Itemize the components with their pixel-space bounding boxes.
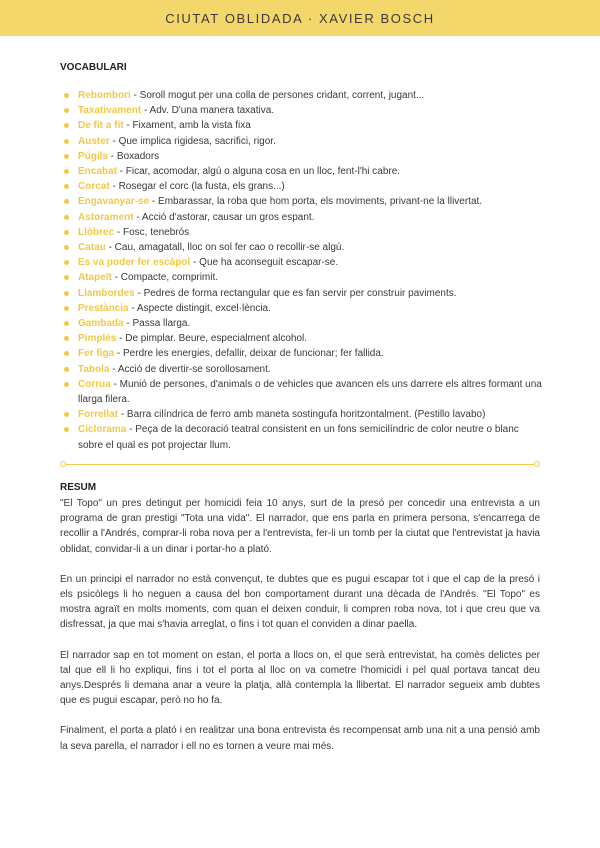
bullet-icon bbox=[64, 245, 69, 250]
bullet-icon bbox=[64, 336, 69, 341]
bullet-icon bbox=[64, 123, 69, 128]
vocab-item bbox=[60, 331, 542, 346]
bullet-icon bbox=[64, 154, 69, 159]
vocab-item bbox=[60, 422, 542, 452]
vocab-definition: - Que ha aconseguit escapar-se. bbox=[190, 257, 339, 269]
vocab-term: Taxativament bbox=[78, 105, 142, 117]
vocab-definition: - Rosegar el corc (la fusta, els grans...) bbox=[109, 181, 285, 193]
vocab-item bbox=[60, 286, 542, 301]
bullet-icon bbox=[64, 351, 69, 356]
vocab-definition: - Passa llarga. bbox=[123, 318, 191, 330]
divider-line bbox=[65, 464, 535, 465]
vocab-item bbox=[60, 301, 542, 316]
vocab-definition: - Ficar, acomodar, algú o alguna cosa en un lloc, fent-l'hi cabre. bbox=[116, 166, 401, 178]
vocab-term: Tabola bbox=[78, 363, 110, 375]
bullet-icon bbox=[64, 93, 69, 98]
bullet-icon bbox=[64, 321, 69, 326]
vocab-definition: - Perdre les energies, defallir, deixar de funcionar; fer fallida. bbox=[114, 348, 384, 360]
vocab-definition: - Pedres de forma rectangular que es fan servir per construir paviments. bbox=[134, 287, 457, 299]
vocab-definition: - Acció de divertir-se sorollosament. bbox=[109, 363, 271, 375]
vocab-item bbox=[60, 194, 542, 209]
divider-circle-left-icon bbox=[60, 461, 66, 467]
vocab-item bbox=[60, 270, 542, 285]
resum-paragraph: En un principi el narrador no està convençut, te dubtes que es pugui escapar tot i que el cap de la presó i els psicòlegs li ho neguen a causa del bon comportament durant una dècada de l'Andrés. "El Topo" es mostra agraït en molts moments, com quan el deixen conduir, li compren roba nova, tot i que creu que va disfressat, ja que mai s'havia arreglat, o fins i tot quan el conviden a dinar paella. bbox=[60, 573, 540, 631]
vocab-term: Auster bbox=[78, 135, 110, 147]
resum-body bbox=[60, 496, 540, 769]
vocab-term: Ciclorama bbox=[78, 424, 127, 436]
vocab-definition: - Compacte, comprimit. bbox=[111, 272, 219, 284]
vocab-definition: - Que implica rigidesa, sacrifici, rigor. bbox=[109, 135, 276, 147]
vocab-definition: - Boxadors bbox=[108, 150, 160, 162]
vocab-term: Pimplés bbox=[78, 333, 117, 345]
divider-circle-right-icon bbox=[534, 461, 540, 467]
vocab-term: Catau bbox=[78, 242, 106, 254]
vocab-definition: - Adv. D'una manera taxativa. bbox=[141, 105, 275, 117]
bullet-icon bbox=[64, 230, 69, 235]
vocab-term: Atapeït bbox=[78, 272, 112, 284]
vocab-definition: - Soroll mogut per una colla de persones cridant, corrent, jugant... bbox=[130, 90, 425, 101]
resum-heading: RESUM bbox=[60, 482, 97, 493]
bullet-icon bbox=[64, 427, 69, 432]
vocab-item bbox=[60, 88, 542, 103]
vocab-term: Encabat bbox=[78, 166, 117, 178]
vocab-definition: - De pimplar. Beure, especialment alcohol. bbox=[116, 333, 308, 345]
vocab-item bbox=[60, 118, 542, 133]
bullet-icon bbox=[64, 306, 69, 311]
vocab-item bbox=[60, 149, 542, 164]
resum-paragraph: Finalment, el porta a plató i en realitzar una bona entrevista és recompensat amb una nit a una pensió amb la seva parella, el narrador i ell no es tornen a veure mai més. bbox=[60, 725, 540, 752]
vocab-definition: - Barra cilíndrica de ferro amb maneta sostingufa horitzontalment. (Pestillo lavabo) bbox=[118, 409, 486, 421]
vocab-term: Engavanyar-se bbox=[78, 196, 150, 208]
vocab-item bbox=[60, 210, 542, 225]
header-bar bbox=[0, 0, 600, 36]
vocab-definition: - Acció d'astorar, causar un gros espant. bbox=[133, 211, 315, 223]
resum-paragraph: "El Topo" un pres detingut per homicidi feia 10 anys, surt de la presó per concedir una entrevista a un programa de gran prestigi "Tota una vida". El narrador, que ens parla en primera persona, s'encarrega de recollir a l'Andrés, comprar-li roba nova per a l'entrevista, fer-li un tomb per la ciutat que l'entrevistat ja havia oblidat, convidar-li a un dinar i portar-ho a plató. bbox=[60, 498, 540, 555]
vocab-item bbox=[60, 179, 542, 194]
vocab-term: Forrellat bbox=[78, 409, 119, 421]
vocab-term: De fit a fit bbox=[78, 120, 124, 132]
vocab-item bbox=[60, 240, 542, 255]
vocab-item bbox=[60, 316, 542, 331]
bullet-icon bbox=[64, 275, 69, 280]
vocab-definition: - Peça de la decoració teatral consistent en un fons semicilíndric de color neutre o blanc sobre el qual es pot projectar llum. bbox=[78, 424, 519, 451]
vocab-term: Gambada bbox=[78, 318, 124, 330]
vocab-term: Llòbrec bbox=[78, 226, 115, 238]
vocab-item bbox=[60, 255, 542, 270]
section-divider bbox=[60, 460, 540, 470]
bullet-icon bbox=[64, 169, 69, 174]
vocab-item bbox=[60, 164, 542, 179]
vocab-term: Llambordes bbox=[78, 287, 135, 299]
document-title: CIUTAT OBLIDADA · XAVIER BOSCH bbox=[165, 10, 435, 26]
vocab-definition: - Fosc, tenebrós bbox=[114, 226, 190, 238]
resum-paragraph: El narrador sap en tot moment on estan, el porta a llocs on, el que serà entrevistat, ha comès delictes per tal que ell li ho expliqui, fins i tot el porta al lloc on va cometre l'homicidi i pel qual portava tancat deu anys.Després li demana anar a veure la platja, allà contempla la llibertat. El narrador segueix amb dubtes que es pugui escapar, però no ho fa. bbox=[60, 649, 540, 707]
vocab-definition: - Aspecte distingit, excel·lència. bbox=[128, 302, 271, 314]
vocab-term: Prestància bbox=[78, 302, 129, 314]
bullet-icon bbox=[64, 199, 69, 204]
vocab-definition: - Munió de persones, d'animals o de vehicles que avancen els uns darrere els altres formant una llarga filera. bbox=[78, 378, 542, 406]
vocab-definition: - Cau, amagatall, lloc on sol fer cao o recollir-se algú. bbox=[105, 242, 345, 254]
vocab-term: Corcat bbox=[78, 181, 110, 193]
vocab-term: Es va poder fer escàpol bbox=[78, 257, 191, 269]
vocab-item bbox=[60, 407, 542, 422]
vocab-term: Rebombori bbox=[78, 90, 131, 101]
bullet-icon bbox=[64, 215, 69, 220]
vocab-item bbox=[60, 346, 542, 361]
vocab-term: Púgils bbox=[78, 150, 109, 162]
vocab-item bbox=[60, 225, 542, 240]
bullet-icon bbox=[64, 184, 69, 189]
vocab-term: Corrua bbox=[78, 378, 111, 390]
bullet-icon bbox=[64, 367, 69, 372]
bullet-icon bbox=[64, 108, 69, 113]
vocab-item bbox=[60, 362, 542, 377]
bullet-icon bbox=[64, 139, 69, 144]
vocab-definition: - Fixament, amb la vista fixa bbox=[123, 120, 251, 132]
bullet-icon bbox=[64, 412, 69, 417]
vocab-item bbox=[60, 134, 542, 149]
vocab-item bbox=[60, 103, 542, 118]
vocab-item bbox=[60, 377, 542, 407]
bullet-icon bbox=[64, 260, 69, 265]
vocab-term: Fer figa bbox=[78, 348, 115, 360]
vocabulary-list bbox=[60, 88, 542, 453]
vocab-definition: - Embarassar, la roba que hom porta, els moviments, privant-ne la llivertat. bbox=[149, 196, 483, 208]
bullet-icon bbox=[64, 382, 69, 387]
bullet-icon bbox=[64, 291, 69, 296]
vocabulari-heading: VOCABULARI bbox=[60, 62, 127, 73]
vocab-term: Astorament bbox=[78, 211, 134, 223]
